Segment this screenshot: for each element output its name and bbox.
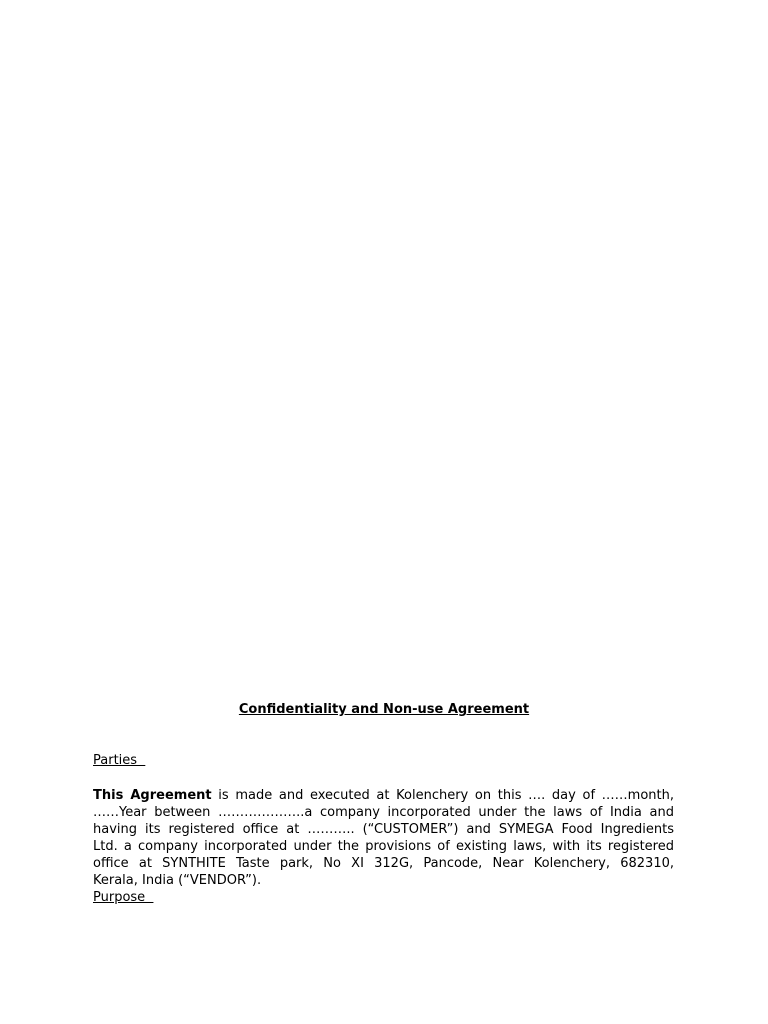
agreement-lead-text: This Agreement: [93, 788, 212, 803]
paragraph-line: [93, 787, 674, 804]
purpose-heading: Purpose: [93, 890, 154, 905]
agreement-paragraph: [93, 787, 674, 889]
paragraph-line-text: is made and executed at Kolenchery on this …. day of ……month,: [211, 788, 674, 803]
document-title: Confidentiality and Non-use Agreement: [238, 702, 530, 717]
paragraph-line: office at SYNTHITE Taste park, No XI 312G, Pancode, Near Kolenchery, 682310,: [93, 856, 674, 871]
paragraph-line: having its registered office at ……….. (“CUSTOMER”) and SYMEGA Food Ingredients: [93, 822, 674, 837]
parties-heading: Parties: [93, 753, 146, 768]
paragraph-line: Kerala, India (“VENDOR”).: [93, 873, 262, 888]
paragraph-line: ……Year between ………………..a company incorporated under the laws of India and: [93, 805, 674, 820]
paragraph-line: Ltd. a company incorporated under the provisions of existing laws, with its registered: [93, 839, 674, 854]
